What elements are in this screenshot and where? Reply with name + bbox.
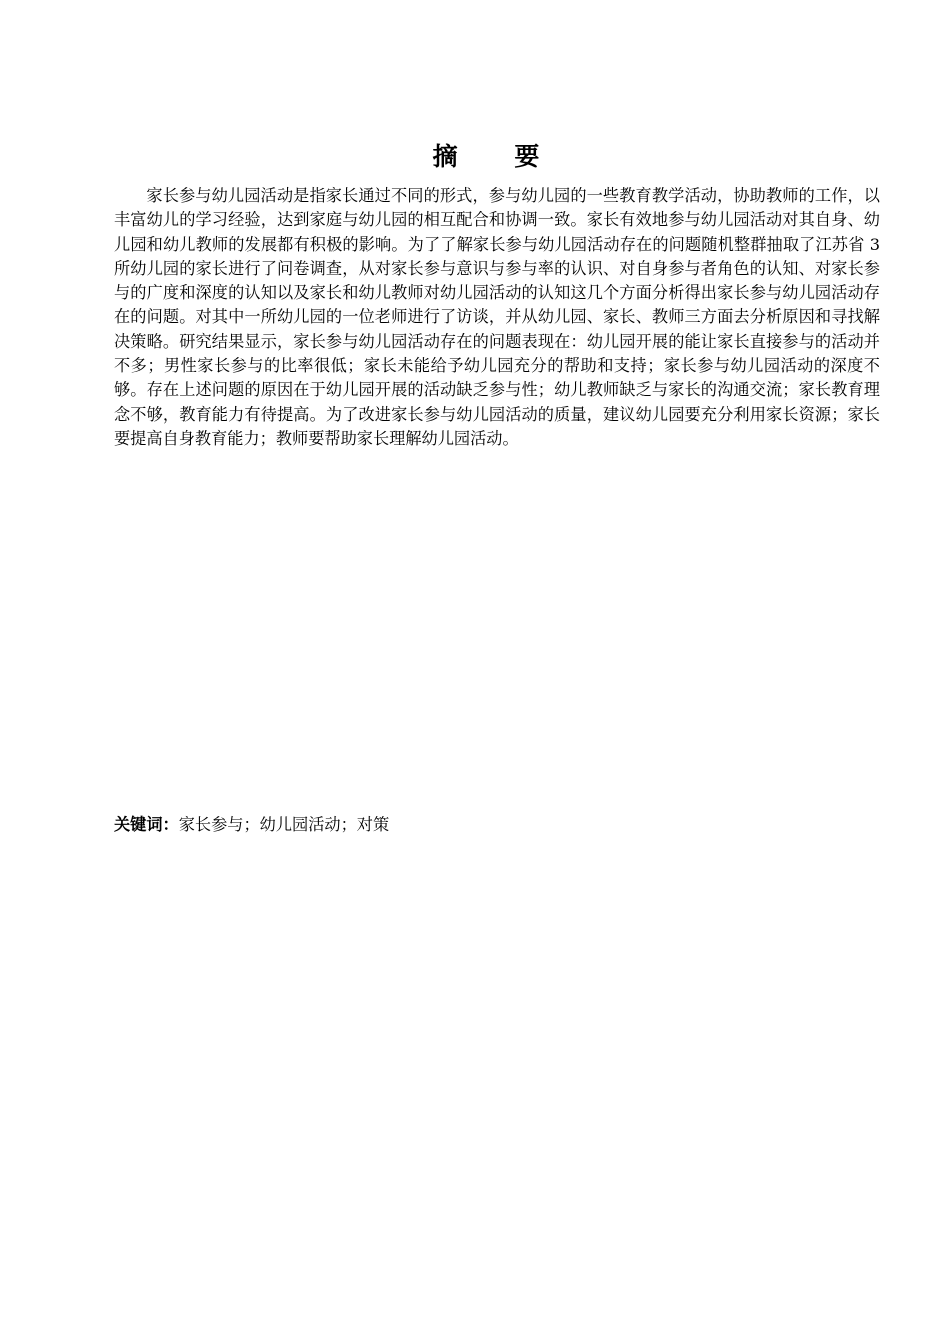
abstract-paragraph: 家长参与幼儿园活动是指家长通过不同的形式，参与幼儿园的一些教育教学活动，协助教师的工作，以丰富幼儿的学习经验，达到家庭与幼儿园的相互配合和协调一致。家长有效地参与幼儿园活动对其自身、幼儿园和幼儿教师的发展都有积极的影响。为了了解家长参与幼儿园活动存在的问题随机整群抽取了江苏省 3 所幼儿园的家长进行了问卷调查，从对家长参与意识与参与率的认识、对自身参与者角色的认知、对家长参与的广度和深度的认知以及家长和幼儿教师对幼儿园活动的认知这几个方面分析得出家长参与幼儿园活动存在的问题。对其中一所幼儿园的一位老师进行了访谈，并从幼儿园、家长、教师三方面去分析原因和寻找解决策略。研究结果显示，家长参与幼儿园活动存在的问题表现在：幼儿园开展的能让家长直接参与的活动并不多；男性家长参与的比率很低；家长未能给予幼儿园充分的帮助和支持；家长参与幼儿园活动的深度不够。存在上述问题的原因在于幼儿园开展的活动缺乏参与性；幼儿教师缺乏与家长的沟通交流；家长教育理念不够，教育能力有待提高。为了改进家长参与幼儿园活动的质量，建议幼儿园要充分利用家长资源；家长要提高自身教育能力；教师要帮助家长理解幼儿园活动。	[114, 186, 880, 448]
keywords-line	[114, 813, 880, 837]
keywords-value: 家长参与；幼儿园活动；对策	[178, 815, 390, 834]
keywords-label: 关键词：	[114, 815, 179, 834]
abstract-title: 摘 要	[432, 141, 564, 171]
